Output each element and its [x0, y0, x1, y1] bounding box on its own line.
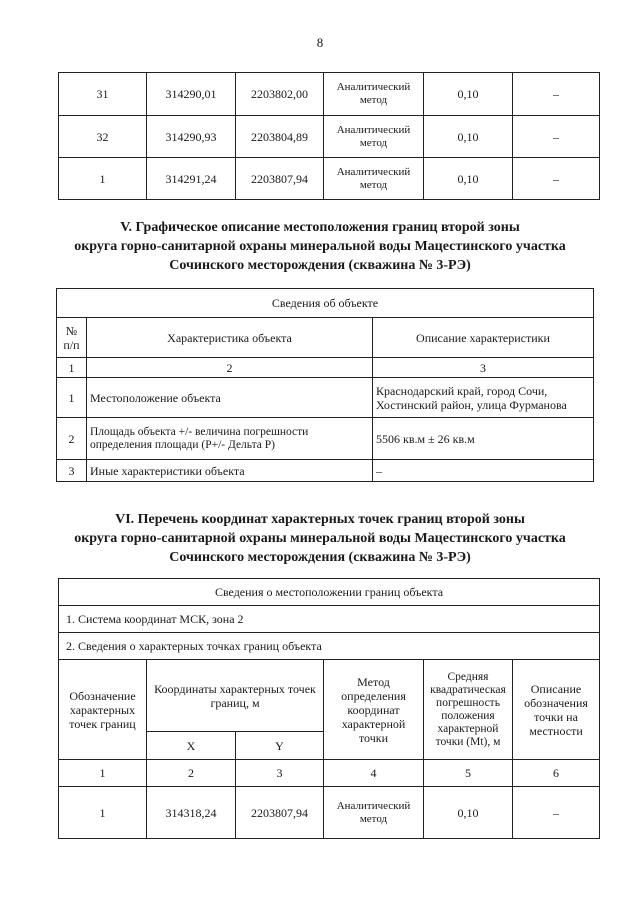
error-cell: 0,10 [424, 158, 513, 200]
column-header-y: Y [236, 732, 324, 760]
desc-cell: – [513, 787, 600, 839]
desc-cell: – [513, 73, 600, 116]
method-cell: Аналитический метод [324, 787, 424, 839]
characteristic-cell: Местоположение объекта [87, 378, 373, 418]
column-number: 1 [59, 760, 147, 787]
column-header-x: X [147, 732, 236, 760]
row-number: 3 [57, 460, 87, 482]
characteristic-cell: Площадь объекта +/- величина погрешности определения площади (Р+/- Дельта Р) [87, 418, 373, 460]
column-number: 3 [373, 358, 594, 378]
column-header-description: Описание характеристики [373, 318, 594, 358]
column-header-description: Описание обозначения точки на местности [513, 660, 600, 760]
y-cell: 2203807,94 [236, 158, 324, 200]
error-cell: 0,10 [424, 787, 513, 839]
point-cell: 31 [59, 73, 147, 116]
table-row [59, 73, 600, 116]
table-row [57, 289, 594, 318]
point-cell: 1 [59, 158, 147, 200]
points-caption: 2. Сведения о характерных точках границ объекта [59, 633, 600, 660]
table-row [59, 579, 600, 606]
desc-cell: – [513, 158, 600, 200]
method-cell: Аналитический метод [324, 73, 424, 116]
column-numbers-row [59, 760, 600, 787]
table-row [57, 418, 594, 460]
title-line: V. Графическое описание местоположения границ второй зоны [120, 220, 520, 235]
coordinate-system: 1. Система координат МСК, зона 2 [59, 606, 600, 633]
method-cell: Аналитический метод [324, 158, 424, 200]
table-row [59, 158, 600, 200]
column-header-error: Средняя квадратическая погрешность положения характерной точки (Мt), м [424, 660, 513, 760]
y-cell: 2203807,94 [236, 787, 324, 839]
row-number: 1 [57, 378, 87, 418]
object-info-table [56, 288, 594, 482]
column-header-method: Метод определения координат характерной точки [324, 660, 424, 760]
column-number: 6 [513, 760, 600, 787]
title-line: VI. Перечень координат характерных точек границ второй зоны [115, 512, 525, 527]
description-cell: Краснодарский край, город Сочи, Хостинский район, улица Фурманова [373, 378, 594, 418]
characteristic-cell: Иные характеристики объекта [87, 460, 373, 482]
error-cell: 0,10 [424, 73, 513, 116]
table-row [59, 606, 600, 633]
description-cell: 5506 кв.м ± 26 кв.м [373, 418, 594, 460]
column-header-characteristic: Характеристика объекта [87, 318, 373, 358]
x-cell: 314318,24 [147, 787, 236, 839]
table-row [57, 378, 594, 418]
boundary-points-table [58, 578, 600, 839]
section-5-title [0, 218, 640, 275]
title-line: Сочинского месторождения (скважина № 3-РЭ) [169, 258, 471, 273]
title-line: округа горно-санитарной охраны минеральной воды Мацестинского участка [74, 531, 566, 546]
page-number: 8 [316, 35, 324, 50]
point-cell: 1 [59, 787, 147, 839]
table-header-row [59, 660, 600, 732]
table-caption: Сведения о местоположении границ объекта [59, 579, 600, 606]
x-cell: 314291,24 [147, 158, 236, 200]
desc-cell: – [513, 116, 600, 158]
table-row [59, 633, 600, 660]
table-caption: Сведения об объекте [57, 289, 594, 318]
title-line: округа горно-санитарной охраны минеральной воды Мацестинского участка [74, 239, 566, 254]
table-row [59, 787, 600, 839]
coordinates-table-continued [58, 72, 600, 200]
title-line: Сочинского месторождения (скважина № 3-РЭ) [169, 550, 471, 565]
error-cell: 0,10 [424, 116, 513, 158]
column-header-coordinates: Координаты характерных точек границ, м [147, 660, 324, 732]
column-header-designation: Обозначение характерных точек границ [59, 660, 147, 760]
method-cell: Аналитический метод [324, 116, 424, 158]
column-number: 2 [87, 358, 373, 378]
column-number: 4 [324, 760, 424, 787]
point-cell: 32 [59, 116, 147, 158]
table-header-row [57, 318, 594, 358]
section-6-title [0, 510, 640, 567]
description-cell: – [373, 460, 594, 482]
column-number: 5 [424, 760, 513, 787]
x-cell: 314290,93 [147, 116, 236, 158]
y-cell: 2203802,00 [236, 73, 324, 116]
column-number: 3 [236, 760, 324, 787]
column-header-number: № п/п [57, 318, 87, 358]
column-number: 2 [147, 760, 236, 787]
table-row [59, 116, 600, 158]
table-row [57, 460, 594, 482]
row-number: 2 [57, 418, 87, 460]
x-cell: 314290,01 [147, 73, 236, 116]
column-numbers-row [57, 358, 594, 378]
column-number: 1 [57, 358, 87, 378]
y-cell: 2203804,89 [236, 116, 324, 158]
